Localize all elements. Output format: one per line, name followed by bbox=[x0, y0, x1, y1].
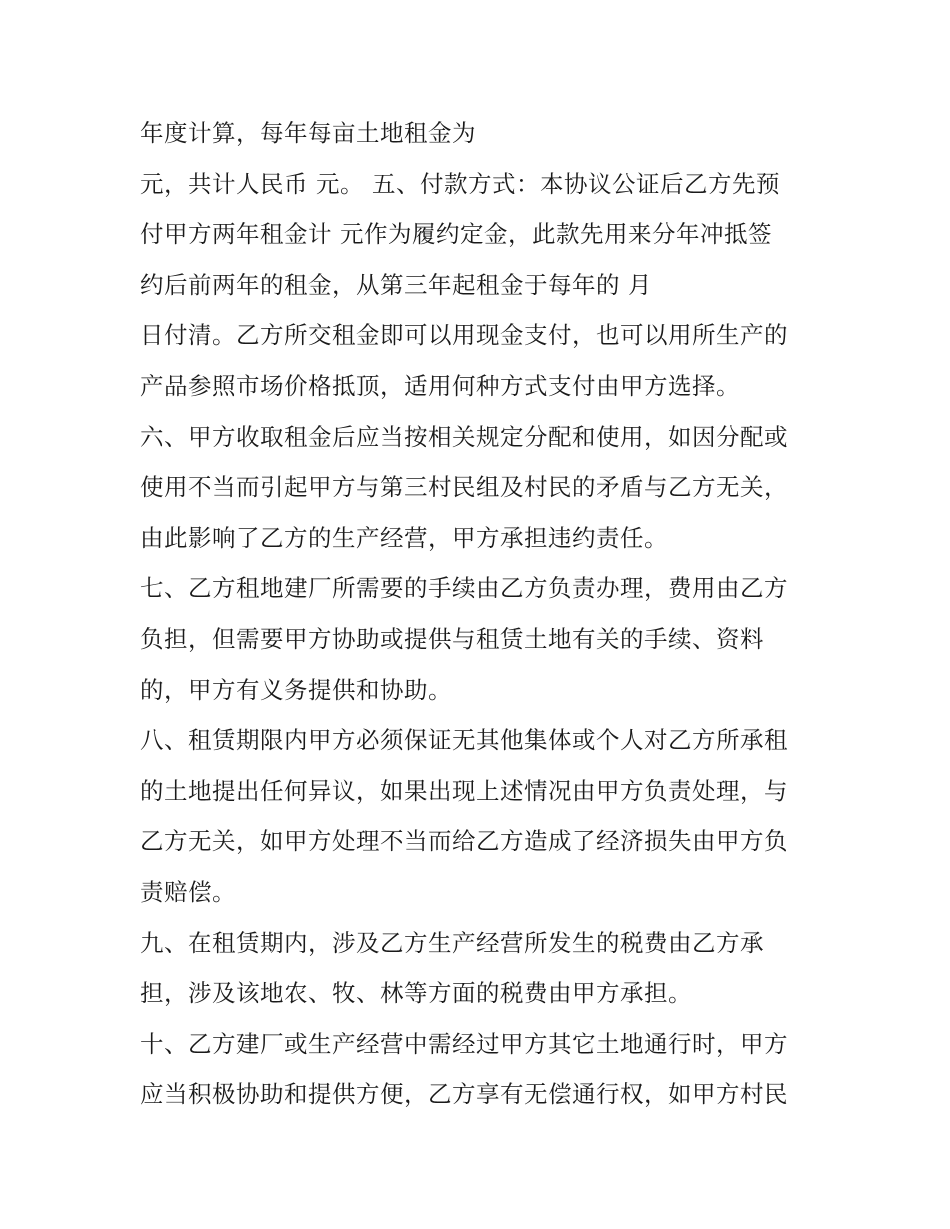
text-line: 的，甲方有义务提供和协助。 bbox=[140, 675, 452, 704]
text-line: 责赔偿。 bbox=[140, 877, 236, 906]
text-line: 负担，但需要甲方协助或提供与租赁土地有关的手续、资料 bbox=[140, 624, 764, 653]
text-line: 乙方无关，如甲方处理不当而给乙方造成了经济损失由甲方负 bbox=[140, 827, 788, 856]
text-line: 使用不当而引起甲方与第三村民组及村民的矛盾与乙方无关， bbox=[140, 473, 788, 502]
text-line: 产品参照市场价格抵顶，适用何种方式支付由甲方选择。 bbox=[140, 371, 740, 400]
text-line: 的土地提出任何异议，如果出现上述情况由甲方负责处理，与 bbox=[140, 776, 788, 805]
text-line: 日付清。乙方所交租金即可以用现金支付，也可以用所生产的 bbox=[140, 321, 788, 350]
text-line: 八、租赁期限内甲方必须保证无其他集体或个人对乙方所承租 bbox=[140, 726, 788, 755]
text-line: 十、乙方建厂或生产经营中需经过甲方其它土地通行时，甲方 bbox=[140, 1029, 788, 1058]
text-line: 由此影响了乙方的生产经营，甲方承担违约责任。 bbox=[140, 523, 668, 552]
text-line: 九、在租赁期内，涉及乙方生产经营所发生的税费由乙方承 bbox=[140, 928, 764, 957]
text-line: 年度计算，每年每亩土地租金为 bbox=[140, 119, 476, 147]
document-body bbox=[140, 108, 820, 1120]
text-line: 约后前两年的租金，从第三年起租金于每年的 月 bbox=[140, 270, 652, 299]
text-line: 六、甲方收取租金后应当按相关规定分配和使用，如因分配或 bbox=[140, 422, 788, 451]
text-line: 付甲方两年租金计 元作为履约定金，此款先用来分年冲抵签 bbox=[140, 220, 772, 249]
text-line: 元，共计人民币 元。 五、付款方式：本协议公证后乙方先预 bbox=[140, 169, 780, 198]
text-line: 应当积极协助和提供方便，乙方享有无偿通行权，如甲方村民 bbox=[140, 1080, 788, 1109]
text-line: 七、乙方租地建厂所需要的手续由乙方负责办理，费用由乙方 bbox=[140, 574, 788, 603]
text-line: 担，涉及该地农、牧、林等方面的税费由甲方承担。 bbox=[140, 979, 692, 1008]
